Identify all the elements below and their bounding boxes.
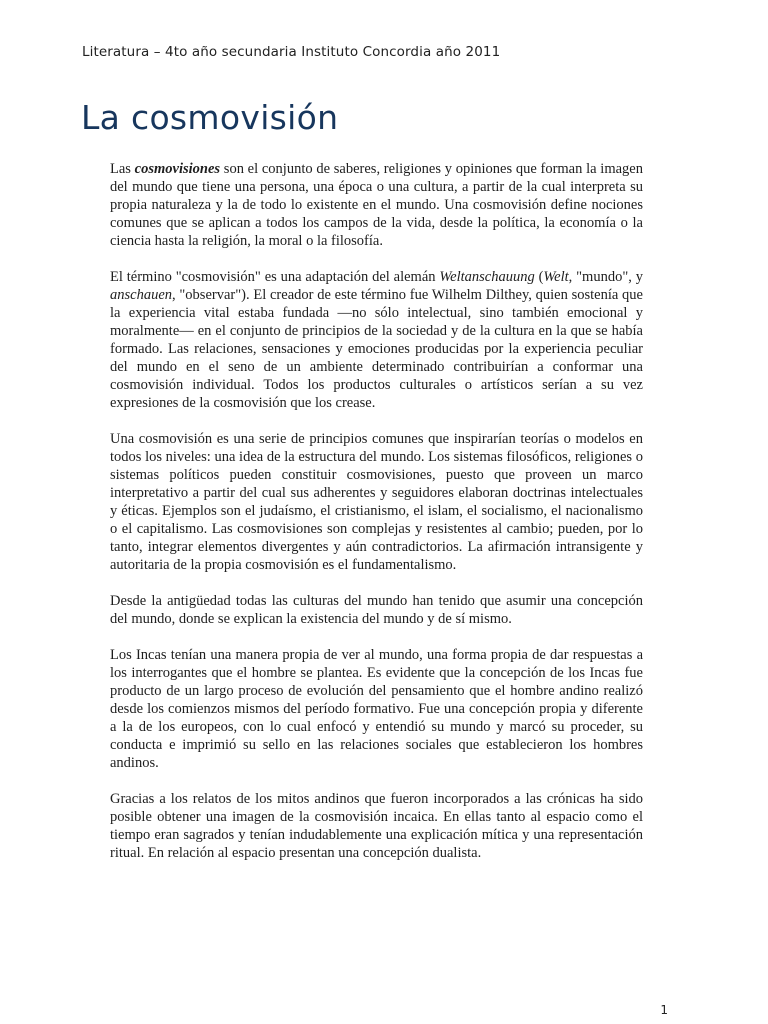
term-anschauen: anschauen	[110, 287, 173, 303]
term-weltanschauung: Weltanschauung	[439, 269, 535, 285]
paragraph-2-text-2: (	[534, 269, 544, 285]
paragraph-1-text-0: Las	[110, 161, 135, 177]
page-header: Literatura – 4to año secundaria Instituto Concordia año 2011	[82, 44, 501, 60]
paragraph-1-text-2: son el conjunto de saberes, religiones y opiniones que forman la imagen del mundo que tiene una persona, una época o una cultura, a partir de la cual interpreta su propia naturaleza y la de todo lo existente en el mundo. Una cosmovisión define nociones comunes que se aplican a todos los campos de la vida, desde la política, la economía o la ciencia hasta la religión, la moral o la filosofía.	[110, 161, 643, 249]
document-body	[110, 160, 643, 880]
page-number: 1	[660, 1003, 668, 1017]
paragraph-2-text-4: , "mundo", y	[568, 269, 643, 285]
paragraph-1	[110, 160, 643, 250]
page-title: La cosmovisión	[81, 98, 339, 137]
paragraph-3: Una cosmovisión es una serie de principios comunes que inspirarían teorías o modelos en todos los niveles: una idea de la estructura del mundo. Los sistemas filosóficos, religiones o sistemas políticos pueden constituir cosmovisiones, puesto que proveen un marco interpretativo a partir del cual sus adherentes y seguidores elaboran doctrinas intelectuales y éticas. Ejemplos son el judaísmo, el cristianismo, el islam, el socialismo, el nacionalismo o el capitalismo. Las cosmovisiones son complejas y resistentes al cambio; pueden, por lo tanto, integrar elementos divergentes y aún contradictorios. La afirmación intransigente y autoritaria de la propia cosmovisión es el fundamentalismo.	[110, 431, 643, 573]
paragraph-5: Los Incas tenían una manera propia de ver al mundo, una forma propia de dar respuestas a los interrogantes que el hombre se plantea. Es evidente que la concepción de los Incas fue producto de un largo proceso de evolución del pensamiento que el hombre andino realizó desde los comienzos mismos del período formativo. Fue una concepción propia y diferente a la de los europeos, con lo cual enfocó y entendió su mundo y marcó su proceder, su conducta e imprimió su sello en las relaciones sociales que establecieron los hombres andinos.	[110, 647, 643, 771]
paragraph-6: Gracias a los relatos de los mitos andinos que fueron incorporados a las crónicas ha sido posible obtener una imagen de la cosmovisión incaica. En ellas tanto al espacio como el tiempo eran sagrados y tenían indudablemente una explicación mítica y una representación ritual. En relación al espacio presentan una concepción dualista.	[110, 791, 643, 861]
term-welt: Welt	[543, 269, 569, 285]
paragraph-4: Desde la antigüedad todas las culturas del mundo han tenido que asumir una concepción del mundo, donde se explican la existencia del mundo y de sí mismo.	[110, 593, 643, 627]
paragraph-2-text-6: , "observar"). El creador de este término fue Wilhelm Dilthey, quien sostenía que la experiencia vital estaba fundada —no sólo intelectual, sino también emocional y moralmente— en el conjunto de principios de la sociedad y de la cultura en la que se había formado. Las relaciones, sensaciones y emociones producidas por la experiencia peculiar del mundo en el seno de un ambiente determinado contribuirían a conformar una cosmovisión individual. Todos los productos culturales o artísticos serían a su vez expresiones de la cosmovisión que los crease.	[110, 287, 643, 411]
term-cosmovisiones: cosmovisiones	[134, 161, 221, 177]
paragraph-2-text-0: El término "cosmovisión" es una adaptación del alemán	[110, 269, 440, 285]
paragraph-2	[110, 268, 643, 412]
